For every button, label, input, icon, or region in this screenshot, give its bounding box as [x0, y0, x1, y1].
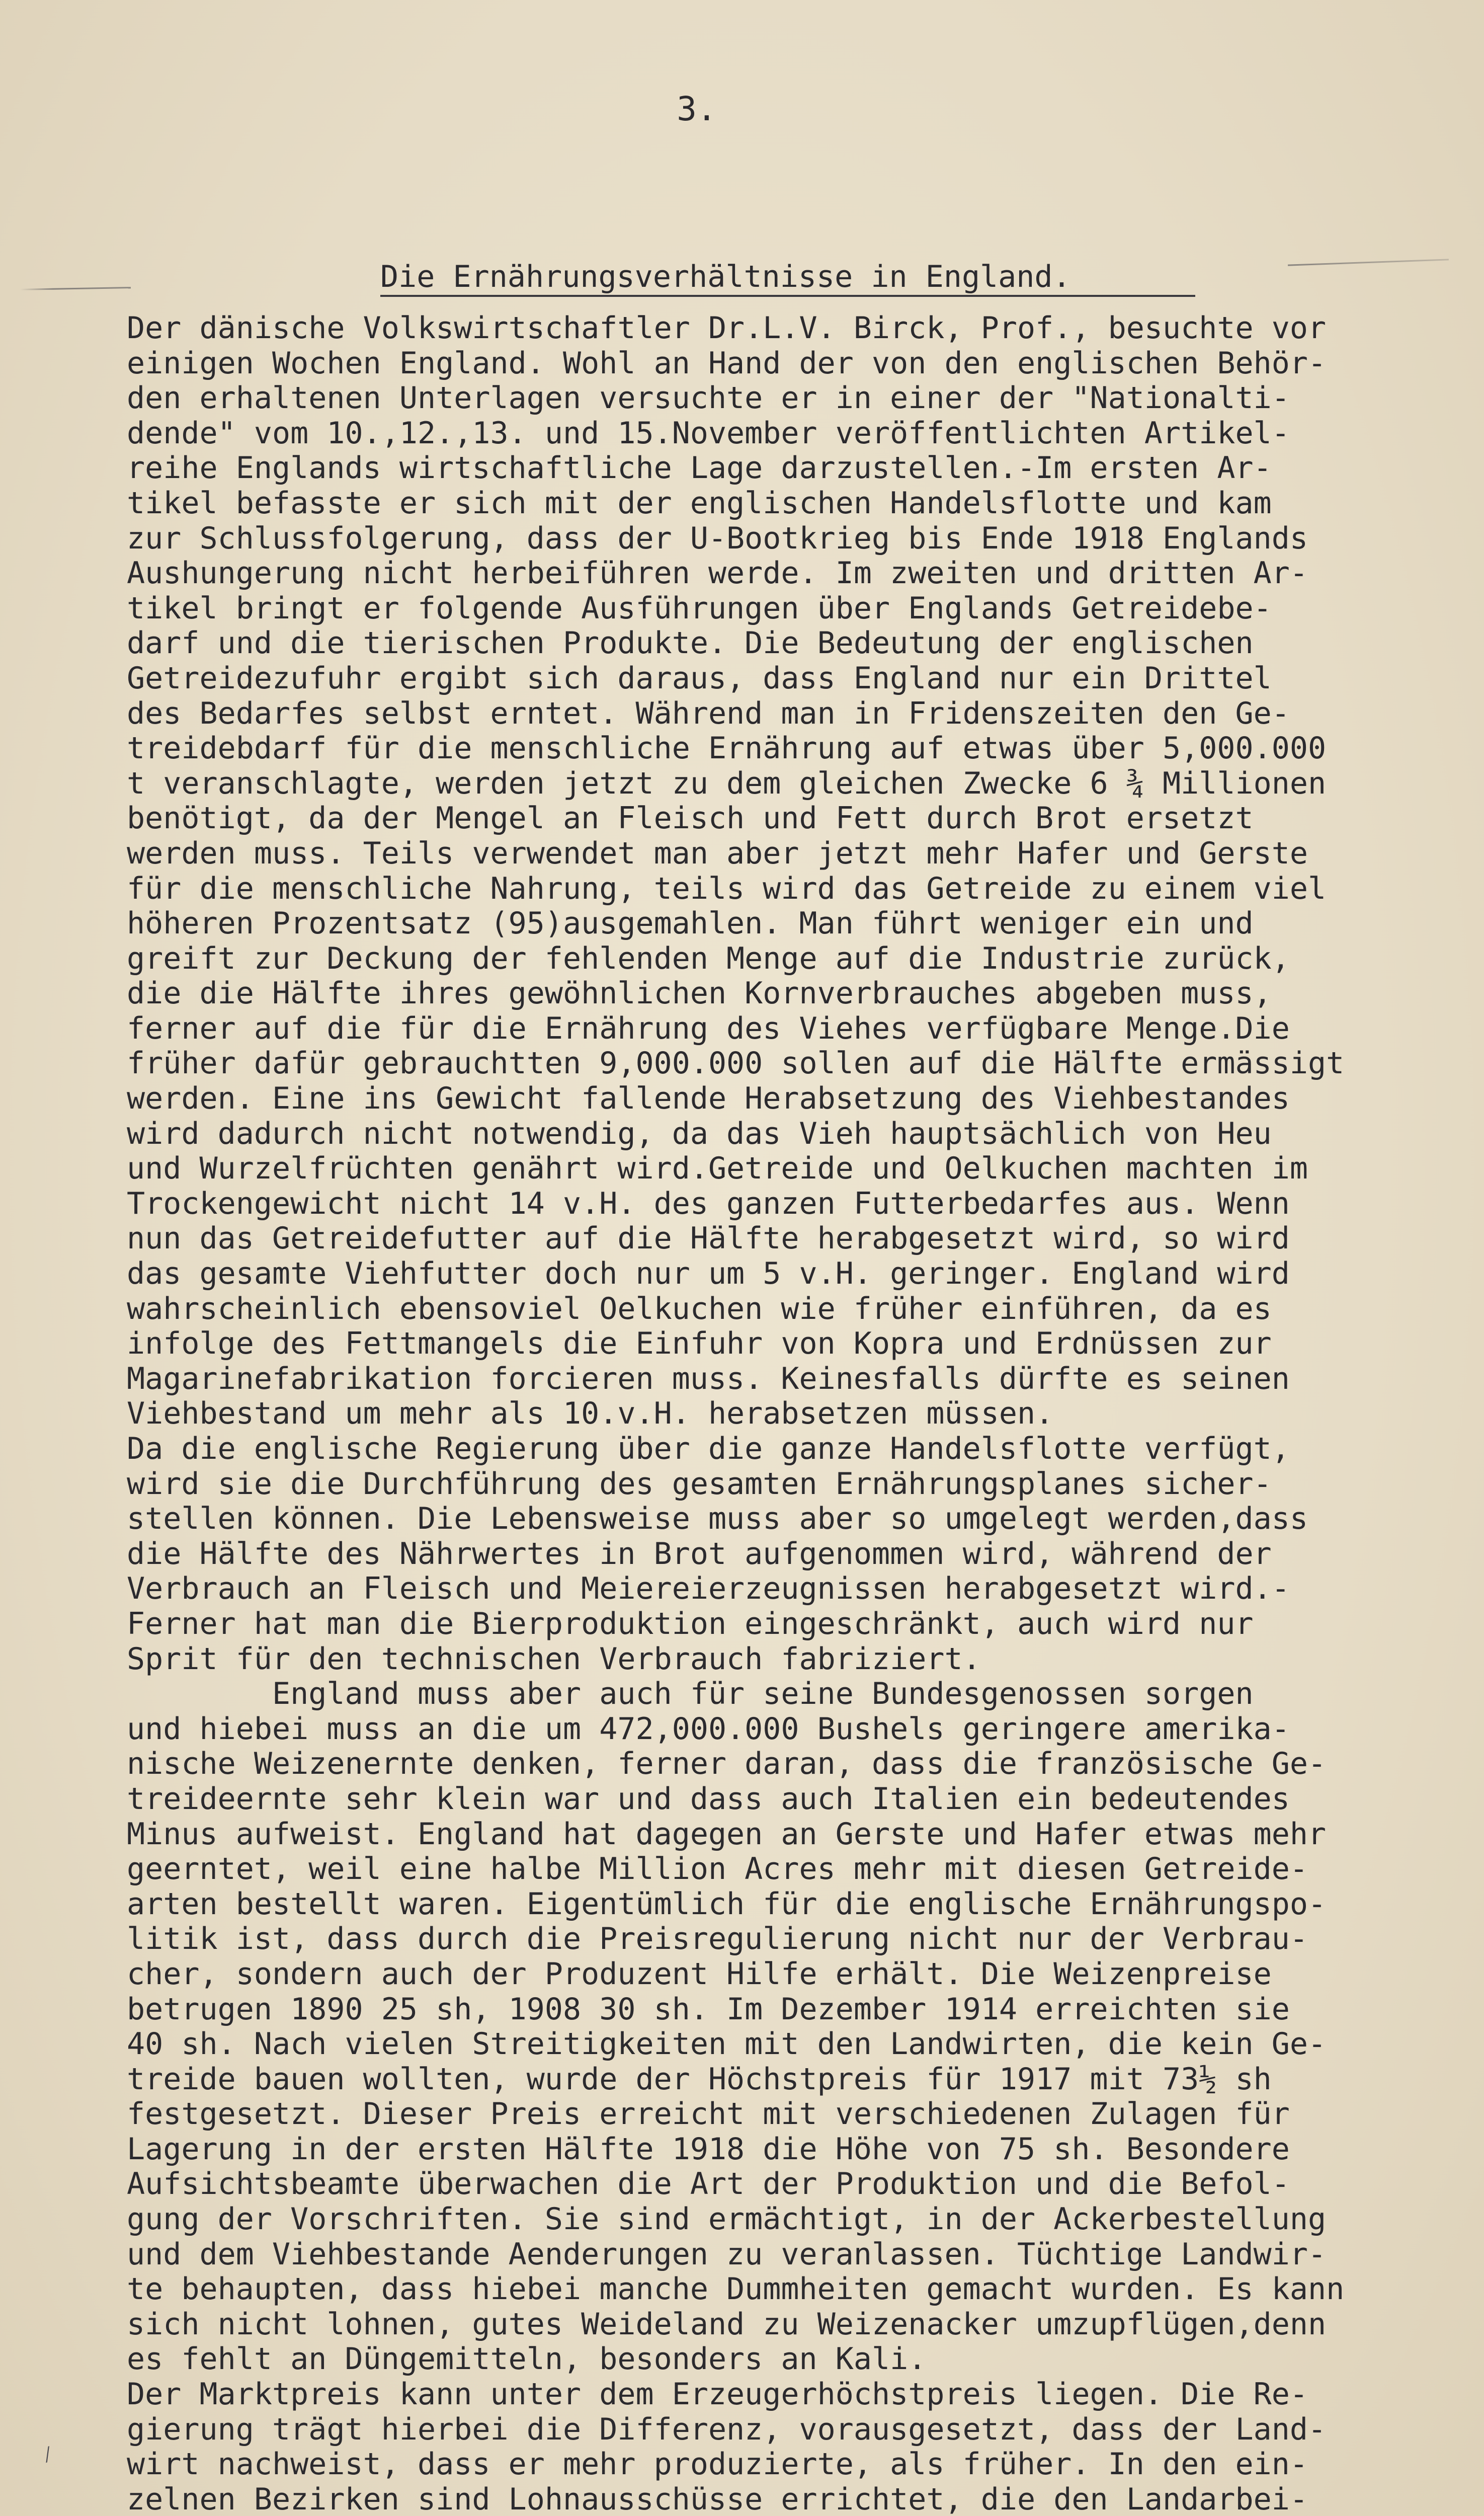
text-line: Magarinefabrikation forcieren muss. Keinesfalls dürfte es seinen: [127, 1361, 1290, 1396]
text-line: geerntet, weil eine halbe Million Acres mehr mit diesen Getreide-: [127, 1851, 1308, 1887]
text-line: cher, sondern auch der Produzent Hilfe erhält. Die Weizenpreise: [127, 1956, 1272, 1992]
text-line: arten bestellt waren. Eigentümlich für die englische Ernährungspo-: [127, 1886, 1327, 1922]
text-line: wird sie die Durchführung des gesamten Ernährungsplanes sicher-: [127, 1466, 1272, 1502]
pencil-mark: ⁄: [37, 2440, 58, 2469]
text-line: Lagerung in der ersten Hälfte 1918 die Höhe von 75 sh. Besondere: [127, 2131, 1290, 2167]
text-line: die Hälfte des Nährwertes in Brot aufgenommen wird, während der: [127, 1536, 1272, 1571]
text-line: den erhaltenen Unterlagen versuchte er in einer der "Nationalti-: [127, 380, 1290, 416]
text-line: gierung trägt hierbei die Differenz, vorausgesetzt, dass der Land-: [127, 2411, 1327, 2447]
text-line: Da die englische Regierung über die ganze Handelsflotte verfügt,: [127, 1431, 1290, 1466]
text-line: Ferner hat man die Bierproduktion eingeschränkt, auch wird nur: [127, 1606, 1254, 1641]
body-text: [127, 311, 1445, 2516]
text-line: Sprit für den technischen Verbrauch fabriziert.: [127, 1641, 981, 1677]
text-line: wird dadurch nicht notwendig, da das Vieh hauptsächlich von Heu: [127, 1116, 1272, 1151]
text-line: Trockengewicht nicht 14 v.H. des ganzen Futterbedarfes aus. Wenn: [127, 1186, 1290, 1221]
text-line: werden muss. Teils verwendet man aber jetzt mehr Hafer und Gerste: [127, 835, 1308, 871]
text-line: Viehbestand um mehr als 10.v.H. herabsetzen müssen.: [127, 1396, 1054, 1432]
text-line: für die menschliche Nahrung, teils wird das Getreide zu einem viel: [127, 871, 1327, 906]
text-line: festgesetzt. Dieser Preis erreicht mit verschiedenen Zulagen für: [127, 2096, 1290, 2132]
text-line: te behaupten, dass hiebei manche Dummheiten gemacht wurden. Es kann: [127, 2271, 1345, 2307]
text-line: und Wurzelfrüchten genährt wird.Getreide und Oelkuchen machten im: [127, 1151, 1308, 1187]
text-line: tikel befasste er sich mit der englischen Handelsflotte und kam: [127, 485, 1272, 521]
text-line: treideernte sehr klein war und dass auch Italien ein bedeutendes: [127, 1781, 1290, 1817]
text-line: Minus aufweist. England hat dagegen an Gerste und Hafer etwas mehr: [127, 1816, 1327, 1852]
text-line: reihe Englands wirtschaftliche Lage darzustellen.-Im ersten Ar-: [127, 450, 1272, 486]
text-line: Der Marktpreis kann unter dem Erzeugerhöchstpreis liegen. Die Re-: [127, 2377, 1308, 2412]
text-line: Verbrauch an Fleisch und Meiereierzeugnissen herabgesetzt wird.-: [127, 1571, 1290, 1607]
text-line: werden. Eine ins Gewicht fallende Herabsetzung des Viehbestandes: [127, 1081, 1290, 1117]
page-title: Die Ernährungsverhältnisse in England.: [380, 259, 1071, 294]
text-line: betrugen 1890 25 sh, 1908 30 sh. Im Dezember 1914 erreichten sie: [127, 1991, 1290, 2027]
text-line: früher dafür gebrauchtten 9,000.000 sollen auf die Hälfte ermässigt: [127, 1046, 1345, 1081]
text-line: und hiebei muss an die um 472,000.000 Bushels geringere amerika-: [127, 1711, 1290, 1747]
text-line: treidebdarf für die menschliche Ernährung auf etwas über 5,000.000: [127, 731, 1327, 766]
text-line: wirt nachweist, dass er mehr produzierte, als früher. In den ein-: [127, 2447, 1308, 2482]
text-line: es fehlt an Düngemitteln, besonders an Kali.: [127, 2341, 927, 2377]
text-line: 40 sh. Nach vielen Streitigkeiten mit den Landwirten, die kein Ge-: [127, 2026, 1327, 2062]
text-line: nische Weizenernte denken, ferner daran, dass die französische Ge-: [127, 1746, 1327, 1782]
text-line: t veranschlagte, werden jetzt zu dem gleichen Zwecke 6 ¾ Millionen: [127, 765, 1327, 801]
text-line: zelnen Bezirken sind Lohnausschüsse errichtet, die den Landarbei-: [127, 2481, 1308, 2516]
text-line: benötigt, da der Mengel an Fleisch und Fett durch Brot ersetzt: [127, 801, 1254, 836]
text-line: stellen können. Die Lebensweise muss aber so umgelegt werden,dass: [127, 1501, 1308, 1537]
pencil-stroke-left: [20, 287, 131, 290]
text-line: wahrscheinlich ebensoviel Oelkuchen wie früher einführen, da es: [127, 1291, 1272, 1326]
text-line: Der dänische Volkswirtschaftler Dr.L.V. Birck, Prof., besuchte vor: [127, 310, 1327, 346]
text-line: nun das Getreidefutter auf die Hälfte herabgesetzt wird, so wird: [127, 1221, 1290, 1256]
text-line: des Bedarfes selbst erntet. Während man in Fridenszeiten den Ge-: [127, 695, 1290, 731]
text-line: dende" vom 10.,12.,13. und 15.November veröffentlichten Artikel-: [127, 415, 1290, 451]
text-line: die die Hälfte ihres gewöhnlichen Kornverbrauches abgeben muss,: [127, 976, 1272, 1011]
text-line: Getreidezufuhr ergibt sich daraus, dass England nur ein Drittel: [127, 660, 1272, 696]
text-line: darf und die tierischen Produkte. Die Bedeutung der englischen: [127, 625, 1254, 661]
text-line: Aushungerung nicht herbeiführen werde. Im zweiten und dritten Ar-: [127, 556, 1308, 591]
title-underline: [380, 295, 1195, 297]
text-line: England muss aber auch für seine Bundesgenossen sorgen: [127, 1676, 1254, 1712]
page-number: 3.: [677, 90, 717, 128]
text-line: tikel bringt er folgende Ausführungen über Englands Getreidebe-: [127, 590, 1272, 626]
text-line: ferner auf die für die Ernährung des Viehes verfügbare Menge.Die: [127, 1010, 1290, 1046]
text-line: das gesamte Viehfutter doch nur um 5 v.H. geringer. England wird: [127, 1256, 1290, 1292]
text-line: und dem Viehbestande Aenderungen zu veranlassen. Tüchtige Landwir-: [127, 2236, 1327, 2272]
text-line: litik ist, dass durch die Preisregulierung nicht nur der Verbrau-: [127, 1921, 1308, 1957]
text-line: höheren Prozentsatz (95)ausgemahlen. Man führt weniger ein und: [127, 906, 1254, 941]
text-line: gung der Vorschriften. Sie sind ermächtigt, in der Ackerbestellung: [127, 2202, 1327, 2237]
text-line: treide bauen wollten, wurde der Höchstpreis für 1917 mit 73½ sh: [127, 2061, 1272, 2097]
text-line: sich nicht lohnen, gutes Weideland zu Weizenacker umzupflügen,denn: [127, 2306, 1327, 2342]
text-line: einigen Wochen England. Wohl an Hand der von den englischen Behör-: [127, 345, 1327, 381]
text-line: infolge des Fettmangels die Einfuhr von Kopra und Erdnüssen zur: [127, 1326, 1272, 1362]
text-line: Aufsichtsbeamte überwachen die Art der Produktion und die Befol-: [127, 2166, 1290, 2202]
text-line: zur Schlussfolgerung, dass der U-Bootkrieg bis Ende 1918 Englands: [127, 520, 1308, 556]
pencil-stroke-right: [1288, 259, 1449, 266]
text-line: greift zur Deckung der fehlenden Menge auf die Industrie zurück,: [127, 940, 1290, 976]
